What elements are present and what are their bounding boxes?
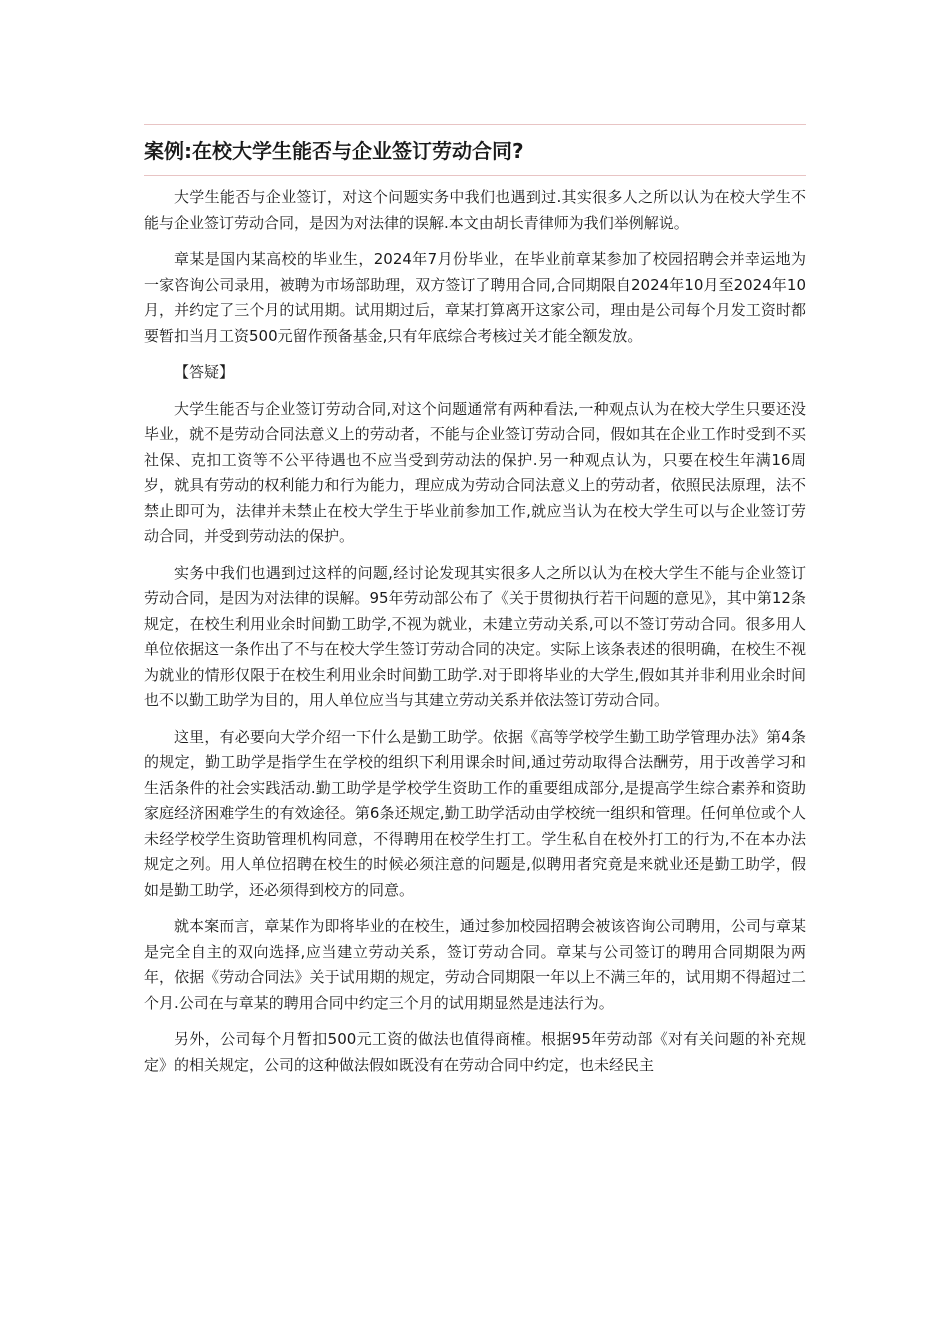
title-top-divider (144, 124, 806, 125)
page-title: 案例:在校大学生能否与企业签订劳动合同? (144, 139, 524, 163)
paragraph-work-study: 这里，有必要向大学介绍一下什么是勤工助学。依据《高等学校学生勤工助学管理办法》第4条的规定，勤工助学是指学生在学校的组织下利用课余时间,通过劳动取得合法酬劳，用于改善学习和生活条件的社会实践活动.勤工助学是学校学生资助工作的重要组成部分,是提高学生综合素养和资助家庭经济困难学生的有效途径。第6条还规定,勤工助学活动由学校统一组织和管理。任何单位或个人未经学校学生资助管理机构同意，不得聘用在校学生打工。学生私自在校外打工的行为,不在本办法规定之列。用人单位招聘在校生的时候必须注意的问题是,似聘用者究竟是来就业还是勤工助学，假如是勤工助学，还必须得到校方的同意。 (144, 727, 806, 899)
paragraph-wage-deduction: 另外，公司每个月暂扣500元工资的做法也值得商榷。根据95年劳动部《对有关问题的补充规定》的相关规定，公司的这种做法假如既没有在劳动合同中约定，也未经民主 (144, 1030, 806, 1074)
paragraph-analysis: 就本案而言，章某作为即将毕业的在校生，通过参加校园招聘会被该咨询公司聘用，公司与章某是完全自主的双向选择,应当建立劳动关系，签订劳动合同。章某与公司签订的聘用合同期限为两年，依据《劳动合同法》关于试用期的规定，劳动合同期限一年以上不满三年的，试用期不得超过二个月.公司在与章某的聘用合同中约定三个月的试用期显然是违法行为。 (144, 917, 806, 1012)
paragraph-qa-heading: 【答疑】 (174, 363, 235, 381)
title-bottom-divider (144, 175, 806, 176)
paragraph-practice: 实务中我们也遇到过这样的问题,经讨论发现其实很多人之所以认为在校大学生不能与企业签订劳动合同，是因为对法律的误解。95年劳动部公布了《关于贯彻执行若干问题的意见》，其中第12条规定，在校生利用业余时间勤工助学,不视为就业，未建立劳动关系,可以不签订劳动合同。很多用人单位依据这一条作出了不与在校大学生签订劳动合同的决定。实际上该条表述的很明确，在校生不视为就业的情形仅限于在校生利用业余时间勤工助学.对于即将毕业的大学生,假如其并非利用业余时间也不以勤工助学为目的，用人单位应当与其建立劳动关系并依法签订劳动合同。 (144, 563, 806, 709)
paragraph-case: 章某是国内某高校的毕业生，2024年7月份毕业，在毕业前章某参加了校园招聘会并幸运地为一家咨询公司录用，被聘为市场部助理，双方签订了聘用合同,合同期限自2024年10月至2024年10月，并约定了三个月的试用期。试用期过后，章某打算离开这家公司，理由是公司每个月发工资时都要暂扣当月工资500元留作预备基金,只有年底综合考核过关才能全额发放。 (144, 250, 806, 345)
paragraph-intro: 大学生能否与企业签订，对这个问题实务中我们也遇到过.其实很多人之所以认为在校大学生不能与企业签订劳动合同，是因为对法律的误解.本文由胡长青律师为我们举例解说。 (144, 188, 806, 232)
article-body (144, 185, 806, 1089)
paragraph-views: 大学生能否与企业签订劳动合同,对这个问题通常有两种看法,一种观点认为在校大学生只要还没毕业，就不是劳动合同法意义上的劳动者，不能与企业签订劳动合同，假如其在企业工作时受到不买社保、克扣工资等不公平待遇也不应当受到劳动法的保护.另一种观点认为，只要在校生年满16周岁，就具有劳动的权利能力和行为能力，理应成为劳动合同法意义上的劳动者，依照民法原理，法不禁止即可为，法律并未禁止在校大学生于毕业前参加工作,就应当认为在校大学生可以与企业签订劳动合同，并受到劳动法的保护。 (144, 399, 806, 545)
